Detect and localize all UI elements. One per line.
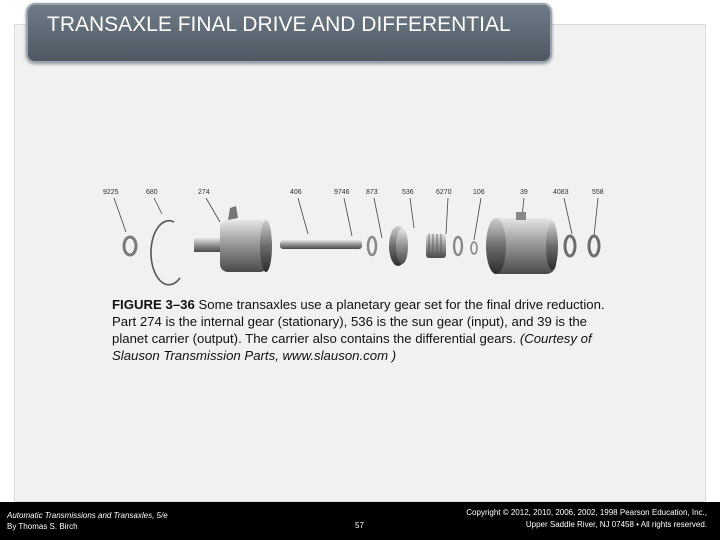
snap-ring-680 xyxy=(151,221,180,285)
caption-credit: (Courtesy of Slauson Transmission Parts, www.slauson.com ) xyxy=(112,331,592,363)
washer-558 xyxy=(589,236,599,256)
shaft-406 xyxy=(280,240,362,249)
exploded-parts-figure xyxy=(96,182,620,288)
footer-author: By Thomas S. Birch xyxy=(7,522,78,531)
ring-106 xyxy=(471,242,477,254)
internal-gear-274 xyxy=(194,206,272,272)
figure-caption xyxy=(112,296,612,364)
washer-9746 xyxy=(368,237,376,255)
footer-copyright xyxy=(417,507,707,531)
part-label-536: 536 xyxy=(402,189,414,196)
footer-bar xyxy=(0,502,720,540)
washer-4083 xyxy=(565,236,575,256)
part-label-39: 39 xyxy=(520,189,528,196)
caption-body: Some transaxles use a planetary gear set for the final drive reduction. Part 274 is the internal gear (stationary), 536 is the sun gear (input), and 39 is the planet carrier (output). The carrier also contains the differential gears. xyxy=(112,297,605,346)
part-label-406: 406 xyxy=(290,189,302,196)
figure-label: FIGURE 3–36 xyxy=(112,297,195,312)
copyright-line-1: Copyright © 2012, 2010, 2006, 2002, 1998 Pearson Education, Inc., xyxy=(466,508,707,517)
sun-gear-536 xyxy=(426,234,446,258)
washer-9225 xyxy=(124,237,136,255)
planet-carrier-39 xyxy=(486,212,558,274)
part-label-9225: 9225 xyxy=(103,189,119,196)
title-bar xyxy=(26,3,552,63)
part-label-6270: 6270 xyxy=(436,189,452,196)
part-label-680: 680 xyxy=(146,189,158,196)
washer-6270 xyxy=(454,237,462,255)
gear-873 xyxy=(389,226,408,266)
footer-book-info xyxy=(7,510,168,532)
part-label-106: 106 xyxy=(473,189,485,196)
copyright-line-2: Upper Saddle River, NJ 07458 • All rights reserved. xyxy=(525,520,707,529)
slide-title: TRANSAXLE FINAL DRIVE AND DIFFERENTIAL xyxy=(47,13,511,36)
part-label-9746: 9746 xyxy=(334,189,350,196)
part-label-873: 873 xyxy=(366,189,378,196)
part-label-274: 274 xyxy=(198,189,210,196)
footer-book-title: Automatic Transmissions and Transaxles, 5/e xyxy=(7,511,168,520)
page-number: 57 xyxy=(355,521,364,530)
part-label-558: 558 xyxy=(592,189,604,196)
part-label-4083: 4083 xyxy=(553,189,569,196)
